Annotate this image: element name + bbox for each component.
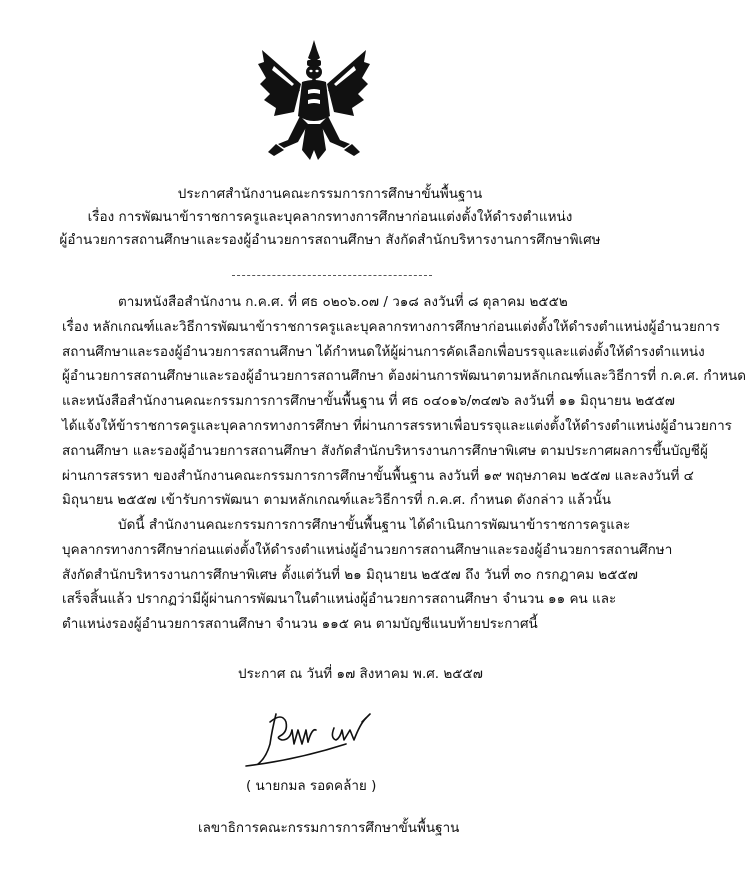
text-line: ผู้อำนวยการสถานศึกษาและรองผู้อำนวยการสถานศึกษา ต้องผ่านการพัฒนาตามหลักเกณฑ์และวิธีการที่ ก.ค.ศ. กำหนด — [62, 368, 746, 385]
text-line: ตำแหน่งรองผู้อำนวยการสถานศึกษา จำนวน ๑๑๕ คน ตามบัญชีแนบท้ายประกาศนี้ — [62, 616, 538, 633]
paragraph-1 — [62, 290, 746, 513]
text-line: สถานศึกษา และรองผู้อำนวยการสถานศึกษา สังกัดสำนักบริหารงานการศึกษาพิเศษ ตามประกาศผลการขึ้นบัญชีผู้ — [62, 442, 708, 459]
signer-name: ( นายกมล รอดคล้าย ) — [246, 778, 377, 794]
text-line: ผ่านการสรรหา ของสำนักงานคณะกรรมการการศึกษาขั้นพื้นฐาน ลงวันที่ ๑๙ พฤษภาคม ๒๕๕๗ และลงวันที่ ๔ — [62, 467, 694, 484]
text-line: สังกัดสำนักบริหารงานการศึกษาพิเศษ ตั้งแต่วันที่ ๒๑ มิถุนายน ๒๕๕๗ ถึง วันที่ ๓๐ กรกฎาคม ๒๕๕๗ — [62, 566, 638, 583]
text-line: ตามหนังสือสำนักงาน ก.ค.ศ. ที่ ศธ ๐๒๐๖.๐๗ / ว๑๘ ลงวันที่ ๘ ตุลาคม ๒๕๕๒ — [118, 294, 568, 310]
text-line: บัดนี้ สำนักงานคณะกรรมการการศึกษาขั้นพื้นฐาน ได้ดำเนินการพัฒนาข้าราชการครูและ — [118, 517, 631, 533]
text-line: ได้แจ้งให้ข้าราชการครูและบุคลากรทางการศึกษา ที่ผ่านการสรรหาเพื่อบรรจุและแต่งตั้งให้ดำรงตำแหน่งผู้อำนวยการ — [62, 417, 732, 434]
subject-line: เรื่อง การพัฒนาข้าราชการครูและบุคลากรทางการศึกษาก่อนแต่งตั้งให้ดำรงตำแหน่ง — [87, 209, 573, 225]
text-line: สถานศึกษาและรองผู้อำนวยการสถานศึกษา ได้กำหนดให้ผู้ผ่านการคัดเลือกเพื่อบรรจุและแต่งตั้งให้ดำรงตำแหน่ง — [62, 343, 705, 360]
text-line: เรื่อง หลักเกณฑ์และวิธีการพัฒนาข้าราชการครูและบุคลากรทางการศึกษาก่อนแต่งตั้งให้ดำรงตำแหน่งผู้อำนวยการ — [62, 318, 720, 335]
text-line: และหนังสือสำนักงานคณะกรรมการการศึกษาขั้นพื้นฐาน ที่ ศธ ๐๔๐๑๖/๓๔๗๖ ลงวันที่ ๑๑ มิถุนายน ๒๕๕๗ — [62, 393, 675, 410]
text-line: มิถุนายน ๒๕๕๗ เข้ารับการพัฒนา ตามหลักเกณฑ์และวิธีการที่ ก.ค.ศ. กำหนด ดังกล่าว แล้วนั้น — [62, 492, 612, 509]
subject-line-2: ผู้อำนวยการสถานศึกษาและรองผู้อำนวยการสถานศึกษา สังกัดสำนักบริหารงานการศึกษาพิเศษ — [59, 232, 601, 248]
signature — [236, 700, 396, 772]
text-line: เสร็จสิ้นแล้ว ปรากฏว่ามีผู้ผ่านการพัฒนาในตำแหน่งผู้อำนวยการสถานศึกษา จำนวน ๑๑ คน และ — [62, 591, 617, 608]
announcement-date: ประกาศ ณ วันที่ ๑๗ สิงหาคม พ.ศ. ๒๕๕๗ — [238, 666, 483, 682]
garuda-emblem — [254, 38, 374, 164]
paragraph-2 — [62, 513, 673, 637]
divider — [232, 275, 432, 276]
signer-title: เลขาธิการคณะกรรมการการศึกษาขั้นพื้นฐาน — [198, 820, 460, 836]
text-line: บุคลากรทางการศึกษาก่อนแต่งตั้งให้ดำรงตำแหน่งผู้อำนวยการสถานศึกษาและรองผู้อำนวยการสถานศึกษา — [62, 541, 673, 558]
announcement-title: ประกาศสำนักงานคณะกรรมการการศึกษาขั้นพื้นฐาน — [177, 186, 483, 202]
